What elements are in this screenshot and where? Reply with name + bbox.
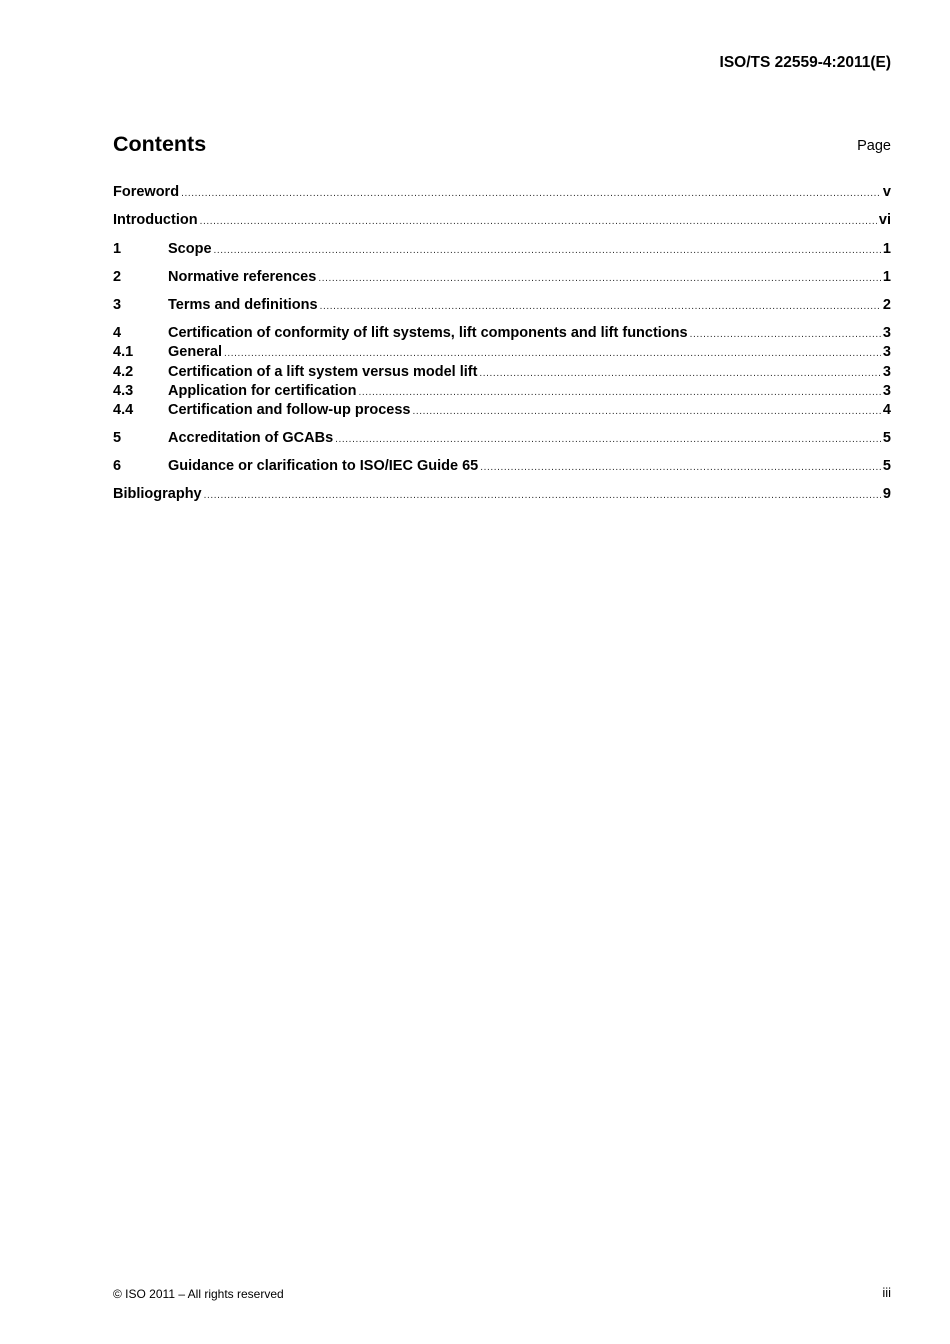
toc-entry-introduction[interactable] [113,211,891,230]
toc-entry-number: 4.1 [113,344,134,360]
toc-leader-dots [335,430,881,449]
toc-leader-dots [214,241,881,260]
toc-entry-4-2[interactable] [113,363,891,382]
toc-leader-dots [320,297,881,316]
toc-entry-4-1[interactable] [113,343,891,362]
toc-entry-3[interactable] [113,296,891,315]
contents-title: Contents [113,132,207,156]
toc-entry-5[interactable] [113,429,891,448]
footer-copyright: © ISO 2011 – All rights reserved [113,1287,284,1301]
toc-leader-dots [224,344,881,363]
toc-entry-6[interactable] [113,457,891,476]
toc-entry-number: 5 [113,430,122,446]
toc-entry-page: 3 [882,383,891,399]
toc-entry-page: 4 [882,402,891,418]
toc-entry-page: 5 [882,430,891,446]
toc-entry-title: Foreword [113,184,180,200]
toc-entry-title: Bibliography [113,486,202,502]
page-column-label: Page [857,138,891,154]
toc-leader-dots [413,402,881,421]
toc-leader-dots [479,364,881,383]
toc-entry-4-3[interactable] [113,382,891,401]
toc-entry-page: 1 [882,241,891,257]
footer-page-number: iii [882,1285,891,1300]
toc-entry-page: 3 [882,325,891,341]
toc-entry-foreword[interactable] [113,183,891,202]
toc-entry-page: 9 [882,486,891,502]
toc-entry-number: 4.2 [113,364,134,380]
toc-leader-dots [200,212,877,231]
toc-entry-1[interactable] [113,240,891,259]
toc-entry-number: 4.3 [113,383,134,399]
toc-entry-4-4[interactable] [113,401,891,420]
toc-entry-number: 3 [113,297,122,313]
contents-heading [113,130,891,160]
toc-entry-page: 3 [882,364,891,380]
toc-entry-number: 4 [113,325,122,341]
toc-entry-title: Terms and definitions [168,297,318,313]
toc-entry-4[interactable] [113,324,891,343]
toc-entry-page: v [882,184,891,200]
toc-entry-title: Normative references [168,269,317,285]
toc-leader-dots [690,325,881,344]
toc-entry-2[interactable] [113,268,891,287]
toc-entry-number: 2 [113,269,122,285]
toc-entry-page: 5 [882,458,891,474]
toc-entry-title: Certification of conformity of lift systems, lift components and lift functions [168,325,688,341]
toc-leader-dots [480,458,881,477]
toc-entry-title: General [168,344,222,360]
toc-entry-number: 4.4 [113,402,134,418]
toc-entry-title: Guidance or clarification to ISO/IEC Guide 65 [168,458,479,474]
toc-entry-number: 1 [113,241,122,257]
toc-entry-page: vi [878,212,891,228]
toc-leader-dots [181,184,881,203]
toc-entry-page: 2 [882,297,891,313]
toc-entry-title: Introduction [113,212,198,228]
toc-entry-page: 1 [882,269,891,285]
toc-entry-title: Application for certification [168,383,357,399]
toc-entry-bibliography[interactable] [113,485,891,504]
toc-entry-title: Certification and follow-up process [168,402,411,418]
toc-entry-title: Certification of a lift system versus model lift [168,364,478,380]
toc-leader-dots [204,486,881,505]
toc-entry-page: 3 [882,344,891,360]
toc-leader-dots [359,383,881,402]
toc-entry-title: Accreditation of GCABs [168,430,334,446]
document-id: ISO/TS 22559-4:2011(E) [719,54,891,71]
toc-entry-title: Scope [168,241,212,257]
toc-leader-dots [318,269,881,288]
toc-entry-number: 6 [113,458,122,474]
